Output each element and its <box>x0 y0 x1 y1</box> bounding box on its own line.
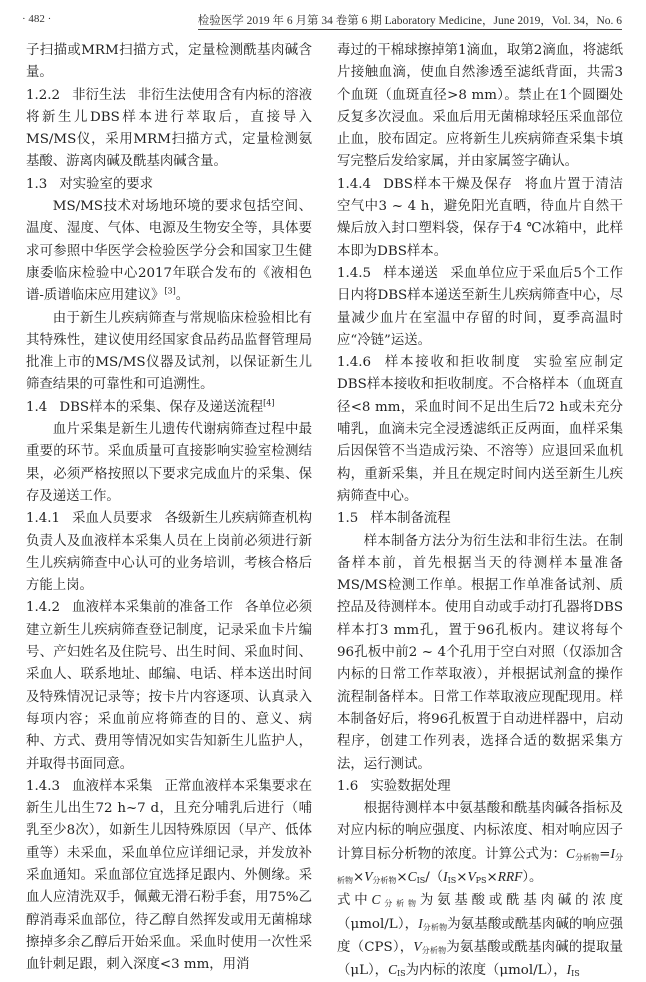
section-1-2-2 <box>26 85 312 174</box>
section-1-4-2 <box>26 597 312 775</box>
section-title: 样本递送 <box>383 265 439 281</box>
section-text: 各单位必须建立新生儿疾病筛查登记制度，记录采血卡片编号、产妇姓名及住院号、出生时间、采血时间、采血人、联系地址、邮编、电话、样本送出时间及特殊情况记录等；按卡片内容逐项、认真录入每项内容；采血前应将筛查的目的、意义、病种、方式、费用等情况如实告知新生儿监护人，并取得书面同意。 <box>26 600 313 772</box>
section-number: 1.5 <box>337 511 359 527</box>
section-text: 非衍生法使用含有内标的溶液将新生儿DBS样本进行萃取后，直接导入MS/MS仪，采用MRM扫描方式，定量检测氨基酸、游离肉碱及酰基肉碱含量。 <box>26 87 313 170</box>
paragraph: 子扫描或MRM扫描方式，定量检测酰基肉碱含量。 <box>26 43 312 81</box>
paragraph: 毒过的干棉球擦掉第1滴血，取第2滴血，将滤纸片接触血滴，使血自然渗透至滤纸背面，共需3个血斑（血斑直径>8 mm）。禁止在1个圆圈处反复多次浸血。采血后用无菌棉球轻压采血部位止血，胶布固定。应将新生儿疾病筛查采集卡填写完整后发给家属，并由家属签字确认。 <box>337 43 623 170</box>
section-title: 血液样本采集前的准备工作 <box>72 600 233 616</box>
running-title: 检验医学 2019 年 6 月第 34 卷第 6 期 Laboratory Medicine，June 2019，Vol. 34，No. 6 <box>198 12 622 30</box>
section-title: 样本制备流程 <box>370 511 451 527</box>
section-title: 非衍生法 <box>72 87 126 103</box>
section-1-5 <box>337 508 623 530</box>
paragraph: 由于新生儿疾病筛查与常规临床检验相比有其特殊性，建议使用经国家食品药品监督管理局批准上市的MS/MS仪器及试剂，以保证新生儿筛查结果的可靠性和可追溯性。 <box>26 310 312 393</box>
subscript: IS <box>397 969 406 979</box>
section-1-6 <box>337 776 623 798</box>
text: 式中 <box>337 893 372 909</box>
section-text: 实验室应制定DBS样本接收和拒收制度。不合格样本（血斑直径<8 mm，采血时间不足出生后72 h或未充分哺乳，血滴未完全浸透滤纸正反两面，血样采集后因保管不当造成污染、不溶等）应退回采血机构，重新采集，并且在规定时间内送至新生儿疾病筛查中心。 <box>337 355 624 504</box>
var-c-is: C <box>388 962 398 978</box>
section-title: DBS样本的采集、保存及递送流程 <box>59 399 264 415</box>
section-text: 将血片置于清洁空气中3 ~ 4 h，避免阳光直晒，待血片自然干燥后放入封口塑料袋，保存于4 ℃冰箱中，此样本即为DBS样本。 <box>337 176 623 259</box>
text: 为内标的浓度（μmol/L）， <box>405 963 567 979</box>
section-number: 1.4.6 <box>337 355 372 371</box>
left-column <box>26 40 312 976</box>
text: 为氨基酸或酰基肉碱的响应强度（CPS）， <box>337 916 624 955</box>
paragraph <box>26 196 312 307</box>
section-text: 各级新生儿疾病筛查机构负责人及血液样本采集人员在上岗前必须进行新生儿疾病筛查中心认可的业务培训，考核合格后方能上岗。 <box>26 511 313 594</box>
section-number: 1.4.4 <box>337 176 372 192</box>
paragraph-text: 根据待测样本中氨基酸和酰基肉碱各指标及对应内标的响应强度、内标浓度、相对响应因子计算目标分析物的浓度。计算公式为： <box>337 801 623 862</box>
paragraph-definitions <box>337 889 623 982</box>
section-number: 1.4.3 <box>26 778 61 794</box>
page-number: · 482 · <box>22 13 52 25</box>
paragraph-text: MS/MS技术对场地环境的要求包括空间、温度、湿度、气体、电源及生物安全等，具体要求可参照中华医学会检验医学分会和国家卫生健康委临床检验中心2017年联合发布的《液相色谱-质谱临床应用建议》 <box>26 199 312 304</box>
citation: [3] <box>164 286 176 296</box>
section-text: 采血单位应于采血后5个工作日内将DBS样本递送至新生儿疾病筛查中心，尽量减少血片在室温中存留的时间，夏季高温时应“冷链”运送。 <box>337 265 623 348</box>
var-v: V <box>413 938 422 954</box>
section-number: 1.4.2 <box>26 600 61 616</box>
citation: [4] <box>263 398 275 408</box>
text: 为氨基酸或酰基肉碱的提取量（μL）， <box>337 939 624 979</box>
paragraph: 样本制备方法分为衍生法和非衍生法。在制备样本前，首先根据当天的待测样本量准备MS/MS检测工作单。根据工作单准备试剂、质控品及待测样本。使用自动或手动打孔器将DBS样本打3 mm孔，置于96孔板内。建议将每个96孔板中前2 ~ 4个孔用于空白对照（仅添加含内标的日常工作萃取液），并根据试剂盒的操作流程制备样本。日常工作萃取液应现配现用。样本制备好后，将96孔板置于自动进样器中，启动程序，创建工作列表，选择合适的数据采集方法，运行测试。 <box>337 533 623 772</box>
subscript: 分析物 <box>380 899 420 909</box>
section-1-3 <box>26 174 312 196</box>
section-number: 1.6 <box>337 778 359 794</box>
section-number: 1.4.1 <box>26 511 61 527</box>
subscript: IS <box>571 969 580 979</box>
punctuation: 。 <box>175 288 190 304</box>
paragraph: 血片采集是新生儿遗传代谢病筛查过程中最重要的环节。采血质量可直接影响实验室检测结果，必须严格按照以下要求完成血片的采集、保存及递送工作。 <box>26 422 312 504</box>
section-1-4 <box>26 397 312 419</box>
var-i: I <box>418 915 423 931</box>
section-title: 对实验室的要求 <box>59 176 154 192</box>
section-text: 正常血液样本采集要求在新生儿出生72 h~7 d，且充分哺乳后进行（哺乳至少8次），如新生儿因特殊原因（早产、低体重等）未采血，采血单位应详细记录，并发放补采血通知。采血部位宜选择足跟内、外侧缘。采血人应清洗双手，佩戴无滑石粉手套，用75%乙醇消毒采血部位，待乙醇自然挥发或用无菌棉球擦掉多余乙醇后开始采血。采血时使用一次性采血针刺足跟，刺入深度<3 mm，用消 <box>26 778 313 973</box>
section-title: 血液样本采集 <box>72 778 153 794</box>
section-1-4-5 <box>337 263 623 352</box>
section-1-4-1 <box>26 508 312 597</box>
subscript: 分析物 <box>421 945 447 955</box>
var-i-is: I <box>566 962 572 978</box>
section-number: 1.4 <box>26 399 48 415</box>
formula: $C_{分析物}=I_{分析物}\times V_{分析物}\times C_{IS}/(I_{IS}\times V_{PS}\times RRF)$。 <box>337 845 623 885</box>
section-title: 样本接收和拒收制度 <box>383 355 522 371</box>
section-title: DBS样本干燥及保存 <box>383 176 513 192</box>
paragraph-formula <box>337 798 623 889</box>
page-header <box>0 10 646 32</box>
var-c: C <box>371 892 381 908</box>
section-1-4-6 <box>337 352 623 508</box>
section-1-4-4 <box>337 174 623 263</box>
section-title: 实验数据处理 <box>370 778 451 794</box>
section-number: 1.3 <box>26 176 48 192</box>
section-1-4-3 <box>26 776 312 977</box>
text: 为氨基酸或酰基肉碱的浓度（μmol/L）， <box>337 893 624 932</box>
subscript: 分析物 <box>422 922 448 932</box>
section-title: 采血人员要求 <box>72 511 153 527</box>
section-number: 1.4.5 <box>337 265 372 281</box>
right-column <box>337 40 623 982</box>
section-number: 1.2.2 <box>26 87 61 103</box>
